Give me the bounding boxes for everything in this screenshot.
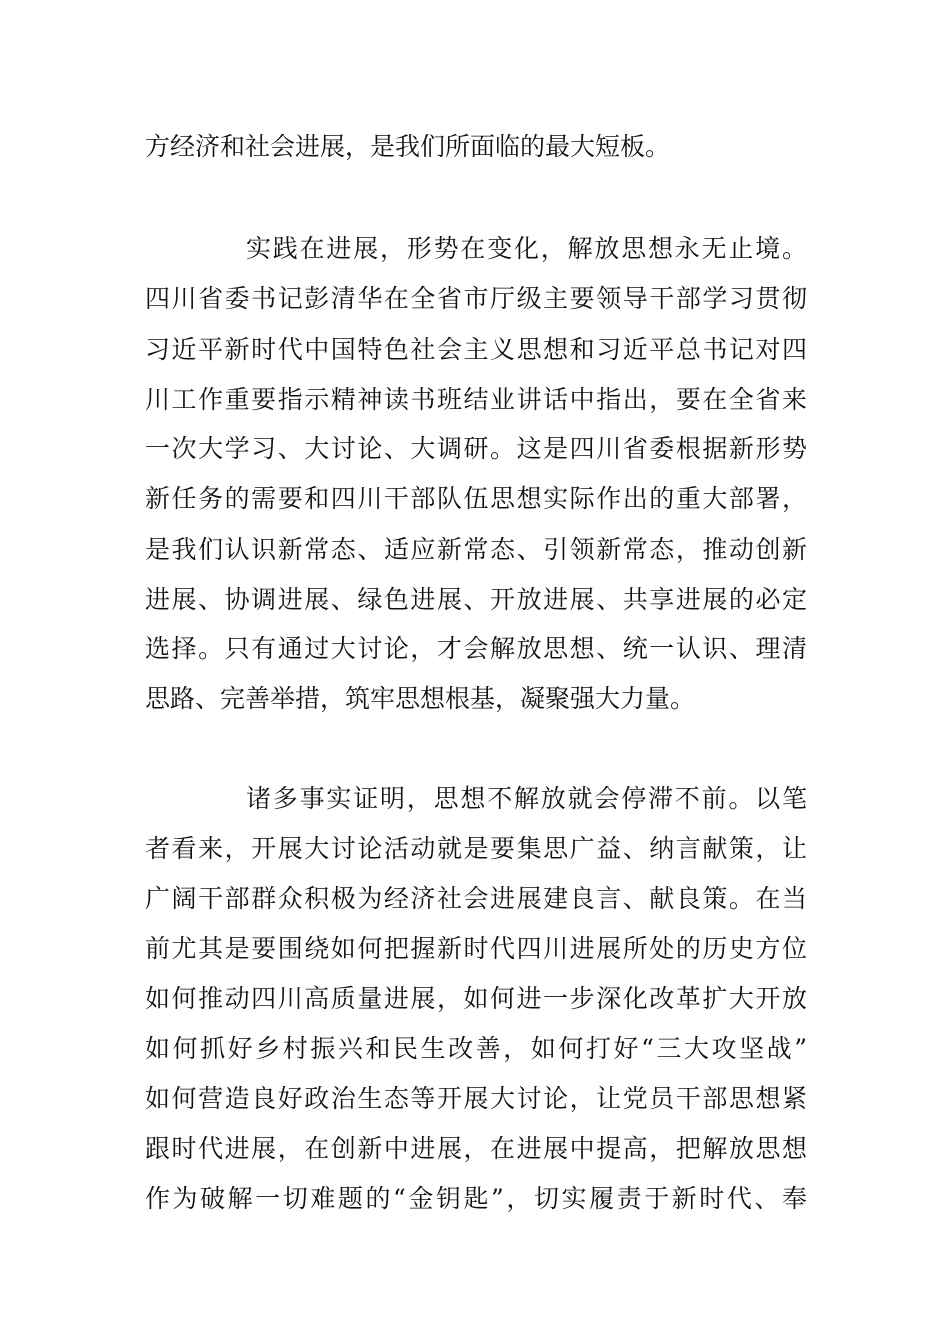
paragraph-2-line-3: 习近平新时代中国特色社会主义思想和习近平总书记对四 — [145, 335, 807, 364]
paragraph-3-line-3: 广阔干部群众积极为经济社会进展建良言、献良策。在当 — [145, 884, 807, 913]
paragraph-3-line-5: 如何推动四川高质量进展，如何进一步深化改革扩大开放 — [145, 984, 807, 1013]
paragraph-3-line-4: 前尤其是要围绕如何把握新时代四川进展所处的历史方位 — [145, 934, 807, 963]
paragraph-2-line-1: 实践在进展，形势在变化，解放思想永无止境。 — [246, 234, 807, 263]
paragraph-3-line-7: 如何营造良好政治生态等开展大讨论，让党员干部思想紧 — [145, 1084, 807, 1113]
paragraph-2-line-6: 新任务的需要和四川干部队伍思想实际作出的重大部署， — [145, 484, 807, 513]
paragraph-2-line-7: 是我们认识新常态、适应新常态、引领新常态，推动创新 — [145, 535, 807, 564]
paragraph-1-line-1: 方经济和社会进展，是我们所面临的最大短板。 — [145, 132, 671, 161]
paragraph-3-line-8: 跟时代进展，在创新中进展，在进展中提高，把解放思想 — [145, 1134, 807, 1163]
paragraph-2-line-10: 思路、完善举措，筑牢思想根基，凝聚强大力量。 — [145, 684, 696, 713]
paragraph-2-line-4: 川工作重要指示精神读书班结业讲话中指出，要在全省来 — [145, 385, 807, 414]
paragraph-2-line-9: 选择。只有通过大讨论，才会解放思想、统一认识、理清 — [145, 634, 807, 663]
paragraph-2-line-2: 四川省委书记彭清华在全省市厅级主要领导干部学习贯彻 — [145, 284, 807, 313]
paragraph-2-line-5: 一次大学习、大讨论、大调研。这是四川省委根据新形势 — [145, 434, 807, 463]
paragraph-3-line-6: 如何抓好乡村振兴和民生改善，如何打好“三大攻坚战” — [145, 1034, 807, 1063]
paragraph-3-line-9: 作为破解一切难题的“金钥匙”，切实履责于新时代、奉 — [145, 1184, 807, 1213]
paragraph-3-line-1: 诸多事实证明，思想不解放就会停滞不前。以笔 — [246, 784, 807, 813]
paragraph-3-line-2: 者看来，开展大讨论活动就是要集思广益、纳言献策，让 — [145, 834, 807, 863]
paragraph-2-line-8: 进展、协调进展、绿色进展、开放进展、共享进展的必定 — [145, 585, 807, 614]
